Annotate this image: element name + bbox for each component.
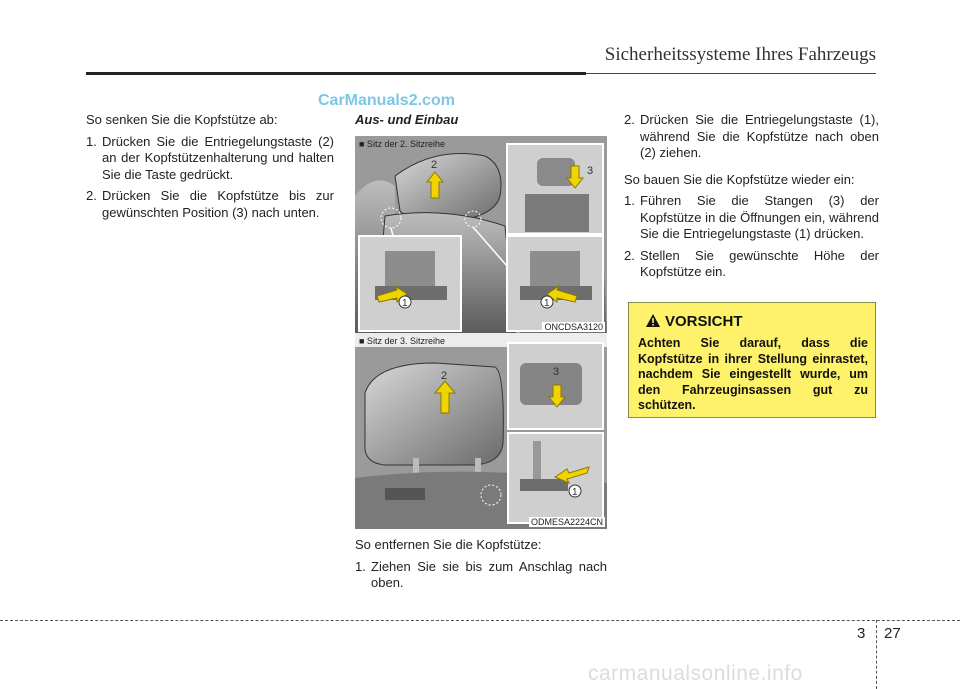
step-text: Ziehen Sie sie bis zum Anschlag nach oben. — [371, 558, 607, 590]
step-number: 2. — [624, 247, 635, 263]
left-column — [86, 112, 334, 226]
step-text: Stellen Sie gewünschte Höhe der Kopfstütze ein. — [640, 247, 879, 279]
step-number: 1. — [624, 193, 635, 208]
figure-second-row-seat — [355, 136, 607, 334]
list-item — [86, 134, 334, 184]
step-number: 2. — [86, 188, 97, 203]
footer-rule — [0, 620, 960, 621]
warning-title-text: VORSICHT — [665, 313, 743, 330]
figure-label-2: 2 — [431, 159, 438, 171]
figure-code: ONCDSA3120 — [544, 322, 603, 332]
section-heading: Aus- und Einbau — [355, 112, 459, 127]
page-number: 27 — [884, 625, 901, 642]
list-item — [624, 248, 879, 281]
figure-label-3: 3 — [587, 165, 594, 177]
figure-label-2: 2 — [441, 370, 448, 382]
step-text: Führen Sie die Stangen (3) der Kopfstütze in die Öffnungen ein, während Sie die Entriegelungstaste (1) drücken. — [640, 193, 879, 241]
step-text: Drücken Sie die Entriegelungstaste (1), während Sie die Kopfstütze nach oben (2) ziehen. — [640, 112, 879, 160]
figure-label-1b: 1 — [544, 298, 550, 309]
header-title: Sicherheitssysteme Ihres Fahrzeugs — [604, 44, 876, 65]
header-rule-thin — [586, 73, 876, 74]
warning-title — [645, 313, 743, 332]
watermark-top[interactable]: CarManuals2.com — [318, 92, 455, 109]
headrest-illustration-3rd-row — [355, 333, 607, 529]
header-rule — [86, 72, 586, 75]
figure-label-1: 1 — [402, 298, 408, 309]
figure-third-row-seat — [355, 333, 607, 529]
step-text: Drücken Sie die Kopfstütze bis zur gewünschten Position (3) nach unten. — [102, 188, 334, 220]
warning-triangle-icon — [645, 313, 661, 332]
remove-intro: So entfernen Sie die Kopfstütze: — [355, 537, 542, 552]
middle-column-text — [355, 537, 607, 597]
step-text: Drücken Sie die Entriegelungstaste (2) an der Kopfstützenhalterung und halten Sie die Taste gedrückt. — [102, 133, 334, 182]
footer-divider — [876, 620, 877, 689]
install-intro: So bauen Sie die Kopfstütze wieder ein: — [624, 171, 855, 187]
chapter-number: 3 — [857, 625, 866, 642]
right-column — [624, 112, 879, 286]
step-number: 1. — [86, 133, 97, 149]
figure-code: ODMESA2224CN — [530, 517, 603, 527]
step-number: 1. — [355, 558, 366, 574]
figure-caption: ■ Sitz der 2. Sitzreihe — [359, 139, 445, 149]
warning-box — [628, 302, 876, 418]
list-item — [355, 559, 607, 592]
list-item — [86, 188, 334, 221]
warning-text: Achten Sie darauf, dass die Kopfstütze in ihrer Stellung einrastet, nachdem Sie eingestellt wurde, um den Fahrzeuginsassen gut zu schützen. — [638, 336, 868, 412]
headrest-illustration-2nd-row — [355, 136, 607, 334]
watermark-bottom[interactable]: carmanualsonline.info — [588, 662, 803, 685]
figure-caption: ■ Sitz der 3. Sitzreihe — [359, 336, 445, 346]
list-item — [624, 112, 879, 162]
step-number: 2. — [624, 112, 635, 127]
figure-label-3: 3 — [553, 366, 560, 378]
list-item — [624, 193, 879, 243]
lower-intro: So senken Sie die Kopfstütze ab: — [86, 112, 278, 127]
figure-label-1: 1 — [572, 487, 578, 498]
